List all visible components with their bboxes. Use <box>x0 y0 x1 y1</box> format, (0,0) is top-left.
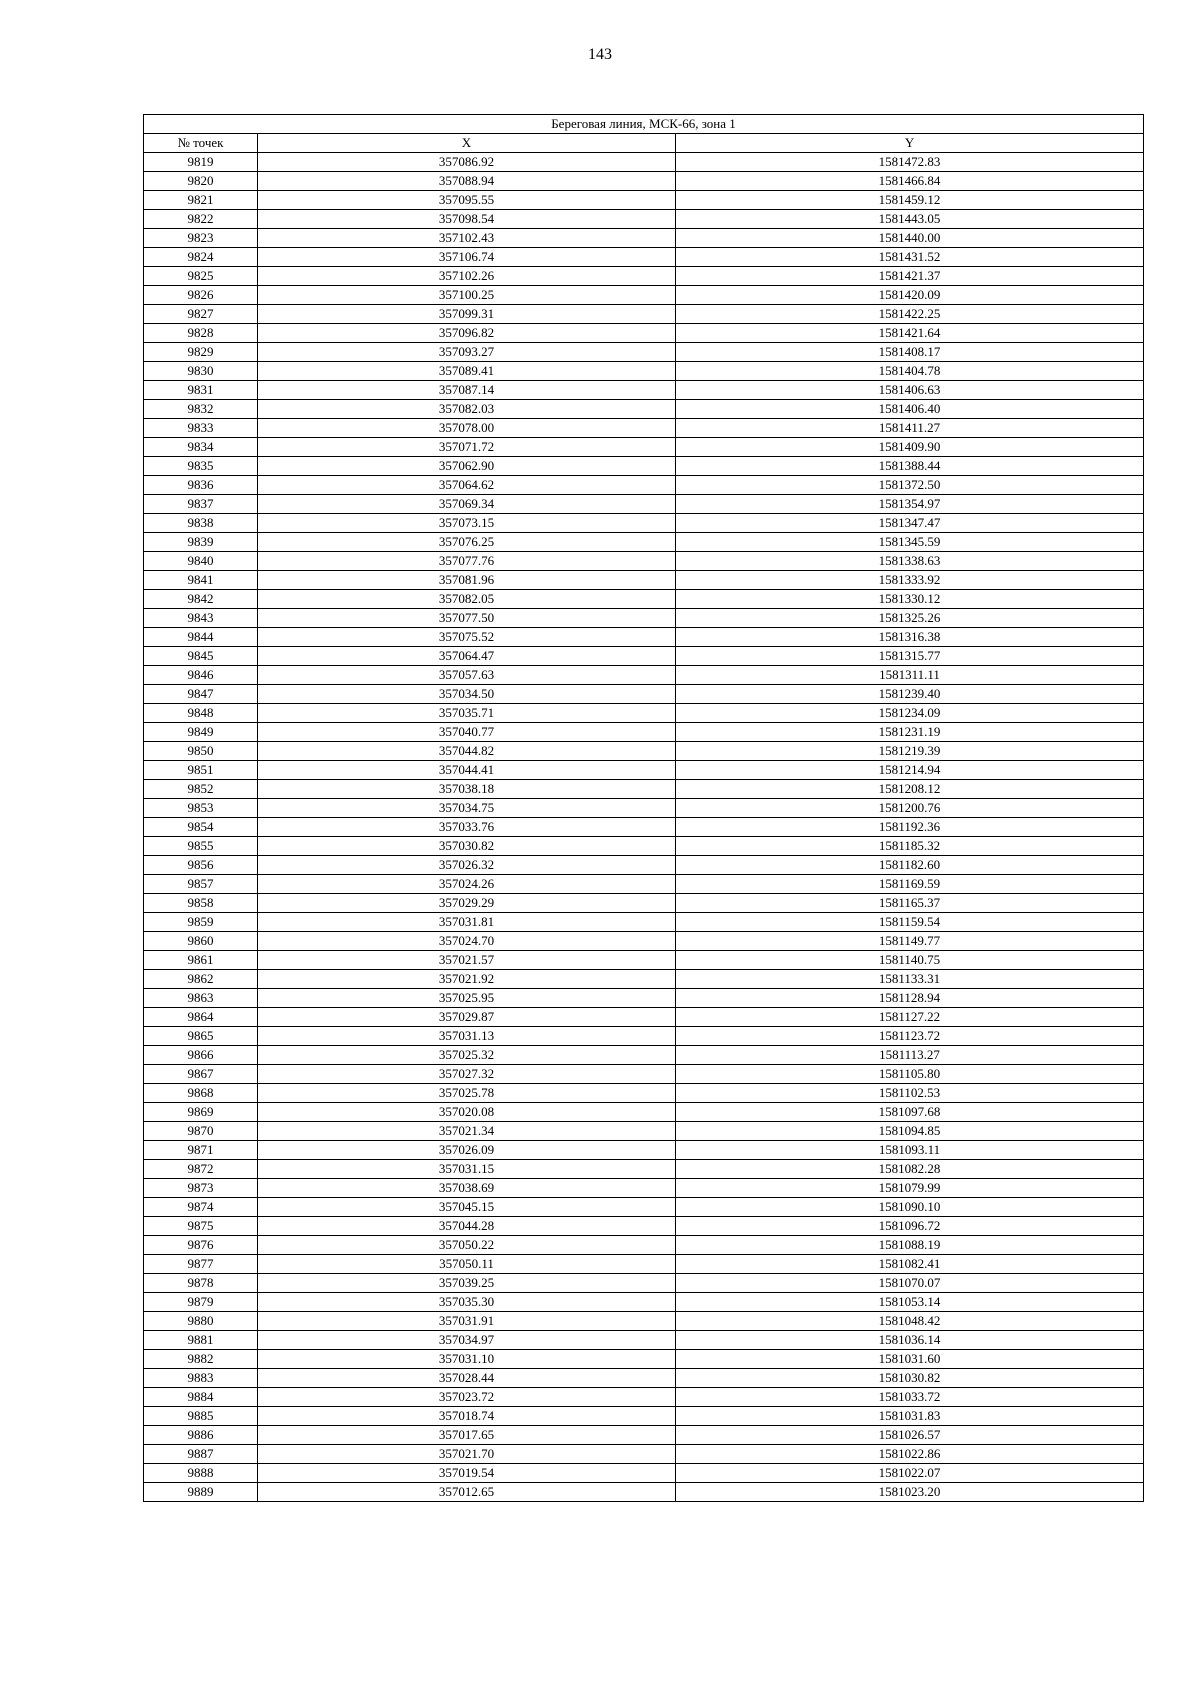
cell-x: 357050.11 <box>258 1255 676 1274</box>
table-row <box>144 913 1144 932</box>
cell-point-number: 9889 <box>144 1483 258 1502</box>
cell-x: 357019.54 <box>258 1464 676 1483</box>
cell-point-number: 9865 <box>144 1027 258 1046</box>
table-row <box>144 875 1144 894</box>
table-row <box>144 1046 1144 1065</box>
cell-point-number: 9864 <box>144 1008 258 1027</box>
cell-point-number: 9836 <box>144 476 258 495</box>
table-row <box>144 1445 1144 1464</box>
cell-x: 357057.63 <box>258 666 676 685</box>
cell-y: 1581315.77 <box>676 647 1144 666</box>
cell-point-number: 9825 <box>144 267 258 286</box>
cell-y: 1581214.94 <box>676 761 1144 780</box>
cell-y: 1581406.63 <box>676 381 1144 400</box>
cell-y: 1581169.59 <box>676 875 1144 894</box>
cell-y: 1581088.19 <box>676 1236 1144 1255</box>
cell-point-number: 9873 <box>144 1179 258 1198</box>
cell-y: 1581200.76 <box>676 799 1144 818</box>
cell-y: 1581472.83 <box>676 153 1144 172</box>
table-row <box>144 381 1144 400</box>
cell-y: 1581113.27 <box>676 1046 1144 1065</box>
cell-x: 357064.47 <box>258 647 676 666</box>
table-row <box>144 1255 1144 1274</box>
cell-x: 357038.18 <box>258 780 676 799</box>
table-row <box>144 799 1144 818</box>
cell-y: 1581159.54 <box>676 913 1144 932</box>
cell-x: 357087.14 <box>258 381 676 400</box>
table-row <box>144 647 1144 666</box>
cell-y: 1581409.90 <box>676 438 1144 457</box>
coordinates-table-body <box>144 115 1144 1502</box>
cell-y: 1581053.14 <box>676 1293 1144 1312</box>
table-row <box>144 894 1144 913</box>
cell-point-number: 9866 <box>144 1046 258 1065</box>
cell-point-number: 9885 <box>144 1407 258 1426</box>
table-header-row <box>144 134 1144 153</box>
table-row <box>144 438 1144 457</box>
cell-x: 357077.50 <box>258 609 676 628</box>
cell-point-number: 9828 <box>144 324 258 343</box>
cell-x: 357029.29 <box>258 894 676 913</box>
cell-y: 1581208.12 <box>676 780 1144 799</box>
cell-x: 357012.65 <box>258 1483 676 1502</box>
cell-point-number: 9835 <box>144 457 258 476</box>
cell-point-number: 9849 <box>144 723 258 742</box>
cell-y: 1581033.72 <box>676 1388 1144 1407</box>
cell-y: 1581466.84 <box>676 172 1144 191</box>
cell-x: 357026.09 <box>258 1141 676 1160</box>
table-row <box>144 666 1144 685</box>
cell-point-number: 9844 <box>144 628 258 647</box>
table-row <box>144 495 1144 514</box>
cell-point-number: 9845 <box>144 647 258 666</box>
cell-point-number: 9859 <box>144 913 258 932</box>
cell-point-number: 9831 <box>144 381 258 400</box>
cell-x: 357034.97 <box>258 1331 676 1350</box>
cell-y: 1581372.50 <box>676 476 1144 495</box>
table-row <box>144 210 1144 229</box>
table-row <box>144 153 1144 172</box>
cell-x: 357095.55 <box>258 191 676 210</box>
table-row <box>144 590 1144 609</box>
cell-x: 357093.27 <box>258 343 676 362</box>
cell-point-number: 9855 <box>144 837 258 856</box>
cell-y: 1581090.10 <box>676 1198 1144 1217</box>
cell-point-number: 9852 <box>144 780 258 799</box>
cell-point-number: 9860 <box>144 932 258 951</box>
cell-x: 357069.34 <box>258 495 676 514</box>
cell-y: 1581347.47 <box>676 514 1144 533</box>
table-row <box>144 1179 1144 1198</box>
cell-x: 357081.96 <box>258 571 676 590</box>
cell-y: 1581404.78 <box>676 362 1144 381</box>
cell-y: 1581133.31 <box>676 970 1144 989</box>
table-row <box>144 191 1144 210</box>
cell-x: 357064.62 <box>258 476 676 495</box>
cell-x: 357098.54 <box>258 210 676 229</box>
table-row <box>144 552 1144 571</box>
table-row <box>144 1293 1144 1312</box>
cell-point-number: 9847 <box>144 685 258 704</box>
cell-point-number: 9856 <box>144 856 258 875</box>
cell-x: 357050.22 <box>258 1236 676 1255</box>
cell-point-number: 9830 <box>144 362 258 381</box>
table-row <box>144 267 1144 286</box>
cell-x: 357039.25 <box>258 1274 676 1293</box>
table-row <box>144 761 1144 780</box>
cell-x: 357040.77 <box>258 723 676 742</box>
cell-x: 357034.75 <box>258 799 676 818</box>
cell-y: 1581231.19 <box>676 723 1144 742</box>
table-row <box>144 1274 1144 1293</box>
cell-y: 1581140.75 <box>676 951 1144 970</box>
cell-point-number: 9839 <box>144 533 258 552</box>
table-row <box>144 704 1144 723</box>
table-row <box>144 1483 1144 1502</box>
cell-y: 1581192.36 <box>676 818 1144 837</box>
cell-y: 1581443.05 <box>676 210 1144 229</box>
cell-x: 357078.00 <box>258 419 676 438</box>
cell-point-number: 9824 <box>144 248 258 267</box>
cell-y: 1581093.11 <box>676 1141 1144 1160</box>
cell-y: 1581048.42 <box>676 1312 1144 1331</box>
cell-x: 357028.44 <box>258 1369 676 1388</box>
cell-y: 1581388.44 <box>676 457 1144 476</box>
cell-point-number: 9832 <box>144 400 258 419</box>
table-row <box>144 1312 1144 1331</box>
cell-point-number: 9871 <box>144 1141 258 1160</box>
page-number: 143 <box>588 46 612 63</box>
cell-x: 357106.74 <box>258 248 676 267</box>
table-row <box>144 419 1144 438</box>
cell-y: 1581079.99 <box>676 1179 1144 1198</box>
cell-y: 1581128.94 <box>676 989 1144 1008</box>
cell-point-number: 9829 <box>144 343 258 362</box>
cell-x: 357025.95 <box>258 989 676 1008</box>
cell-point-number: 9841 <box>144 571 258 590</box>
cell-y: 1581026.57 <box>676 1426 1144 1445</box>
cell-point-number: 9838 <box>144 514 258 533</box>
cell-x: 357071.72 <box>258 438 676 457</box>
cell-y: 1581406.40 <box>676 400 1144 419</box>
cell-y: 1581408.17 <box>676 343 1144 362</box>
cell-point-number: 9874 <box>144 1198 258 1217</box>
cell-point-number: 9822 <box>144 210 258 229</box>
table-row <box>144 324 1144 343</box>
header-x: X <box>258 134 676 153</box>
cell-point-number: 9821 <box>144 191 258 210</box>
cell-x: 357025.78 <box>258 1084 676 1103</box>
table-row <box>144 457 1144 476</box>
cell-x: 357031.81 <box>258 913 676 932</box>
table-row <box>144 533 1144 552</box>
cell-x: 357025.32 <box>258 1046 676 1065</box>
cell-point-number: 9862 <box>144 970 258 989</box>
cell-point-number: 9887 <box>144 1445 258 1464</box>
header-y: Y <box>676 134 1144 153</box>
table-row <box>144 818 1144 837</box>
cell-point-number: 9881 <box>144 1331 258 1350</box>
cell-point-number: 9877 <box>144 1255 258 1274</box>
table-row <box>144 248 1144 267</box>
cell-y: 1581354.97 <box>676 495 1144 514</box>
cell-y: 1581022.86 <box>676 1445 1144 1464</box>
cell-x: 357062.90 <box>258 457 676 476</box>
cell-point-number: 9843 <box>144 609 258 628</box>
cell-x: 357075.52 <box>258 628 676 647</box>
cell-y: 1581316.38 <box>676 628 1144 647</box>
cell-x: 357020.08 <box>258 1103 676 1122</box>
cell-point-number: 9820 <box>144 172 258 191</box>
cell-point-number: 9851 <box>144 761 258 780</box>
cell-point-number: 9840 <box>144 552 258 571</box>
coordinates-table <box>143 114 1144 1502</box>
table-row <box>144 1160 1144 1179</box>
cell-y: 1581097.68 <box>676 1103 1144 1122</box>
cell-x: 357024.70 <box>258 932 676 951</box>
cell-y: 1581031.83 <box>676 1407 1144 1426</box>
cell-point-number: 9823 <box>144 229 258 248</box>
cell-x: 357029.87 <box>258 1008 676 1027</box>
cell-point-number: 9842 <box>144 590 258 609</box>
cell-y: 1581036.14 <box>676 1331 1144 1350</box>
cell-y: 1581330.12 <box>676 590 1144 609</box>
table-row <box>144 1350 1144 1369</box>
table-row <box>144 1141 1144 1160</box>
cell-point-number: 9837 <box>144 495 258 514</box>
table-row <box>144 305 1144 324</box>
cell-y: 1581022.07 <box>676 1464 1144 1483</box>
cell-y: 1581082.41 <box>676 1255 1144 1274</box>
cell-x: 357021.92 <box>258 970 676 989</box>
cell-point-number: 9853 <box>144 799 258 818</box>
cell-x: 357089.41 <box>258 362 676 381</box>
cell-x: 357031.13 <box>258 1027 676 1046</box>
cell-point-number: 9880 <box>144 1312 258 1331</box>
table-row <box>144 685 1144 704</box>
cell-point-number: 9827 <box>144 305 258 324</box>
cell-x: 357021.57 <box>258 951 676 970</box>
table-row <box>144 856 1144 875</box>
cell-y: 1581338.63 <box>676 552 1144 571</box>
table-row <box>144 172 1144 191</box>
cell-y: 1581345.59 <box>676 533 1144 552</box>
cell-x: 357045.15 <box>258 1198 676 1217</box>
table-row <box>144 571 1144 590</box>
cell-y: 1581440.00 <box>676 229 1144 248</box>
table-row <box>144 932 1144 951</box>
table-row <box>144 1103 1144 1122</box>
cell-y: 1581420.09 <box>676 286 1144 305</box>
table-row <box>144 1027 1144 1046</box>
cell-x: 357031.10 <box>258 1350 676 1369</box>
cell-y: 1581421.64 <box>676 324 1144 343</box>
table-row <box>144 1369 1144 1388</box>
cell-point-number: 9819 <box>144 153 258 172</box>
cell-y: 1581165.37 <box>676 894 1144 913</box>
cell-x: 357099.31 <box>258 305 676 324</box>
cell-point-number: 9857 <box>144 875 258 894</box>
cell-point-number: 9850 <box>144 742 258 761</box>
cell-point-number: 9863 <box>144 989 258 1008</box>
table-row <box>144 1331 1144 1350</box>
cell-x: 357027.32 <box>258 1065 676 1084</box>
cell-y: 1581070.07 <box>676 1274 1144 1293</box>
cell-point-number: 9867 <box>144 1065 258 1084</box>
cell-point-number: 9854 <box>144 818 258 837</box>
cell-point-number: 9878 <box>144 1274 258 1293</box>
table-row <box>144 1464 1144 1483</box>
table-row <box>144 1122 1144 1141</box>
cell-point-number: 9868 <box>144 1084 258 1103</box>
cell-x: 357021.34 <box>258 1122 676 1141</box>
cell-y: 1581030.82 <box>676 1369 1144 1388</box>
table-row <box>144 970 1144 989</box>
table-title-row <box>144 115 1144 134</box>
cell-x: 357102.26 <box>258 267 676 286</box>
cell-y: 1581149.77 <box>676 932 1144 951</box>
cell-point-number: 9826 <box>144 286 258 305</box>
cell-x: 357082.05 <box>258 590 676 609</box>
cell-y: 1581422.25 <box>676 305 1144 324</box>
cell-x: 357018.74 <box>258 1407 676 1426</box>
cell-point-number: 9869 <box>144 1103 258 1122</box>
table-row <box>144 723 1144 742</box>
cell-y: 1581096.72 <box>676 1217 1144 1236</box>
table-row <box>144 609 1144 628</box>
cell-point-number: 9886 <box>144 1426 258 1445</box>
table-row <box>144 1008 1144 1027</box>
cell-x: 357076.25 <box>258 533 676 552</box>
cell-point-number: 9888 <box>144 1464 258 1483</box>
cell-point-number: 9858 <box>144 894 258 913</box>
cell-x: 357035.30 <box>258 1293 676 1312</box>
cell-y: 1581182.60 <box>676 856 1144 875</box>
cell-x: 357021.70 <box>258 1445 676 1464</box>
cell-x: 357102.43 <box>258 229 676 248</box>
cell-x: 357044.41 <box>258 761 676 780</box>
table-row <box>144 837 1144 856</box>
cell-y: 1581031.60 <box>676 1350 1144 1369</box>
cell-x: 357031.15 <box>258 1160 676 1179</box>
cell-x: 357073.15 <box>258 514 676 533</box>
cell-y: 1581023.20 <box>676 1483 1144 1502</box>
cell-y: 1581127.22 <box>676 1008 1144 1027</box>
cell-y: 1581102.53 <box>676 1084 1144 1103</box>
table-row <box>144 400 1144 419</box>
table-row <box>144 1084 1144 1103</box>
table-row <box>144 514 1144 533</box>
cell-point-number: 9879 <box>144 1293 258 1312</box>
cell-x: 357044.82 <box>258 742 676 761</box>
cell-point-number: 9846 <box>144 666 258 685</box>
cell-point-number: 9833 <box>144 419 258 438</box>
cell-point-number: 9875 <box>144 1217 258 1236</box>
cell-x: 357044.28 <box>258 1217 676 1236</box>
cell-point-number: 9834 <box>144 438 258 457</box>
cell-point-number: 9872 <box>144 1160 258 1179</box>
table-row <box>144 1426 1144 1445</box>
cell-x: 357088.94 <box>258 172 676 191</box>
cell-point-number: 9876 <box>144 1236 258 1255</box>
cell-y: 1581325.26 <box>676 609 1144 628</box>
cell-y: 1581239.40 <box>676 685 1144 704</box>
cell-x: 357035.71 <box>258 704 676 723</box>
cell-y: 1581411.27 <box>676 419 1144 438</box>
cell-x: 357077.76 <box>258 552 676 571</box>
table-row <box>144 1236 1144 1255</box>
cell-x: 357096.82 <box>258 324 676 343</box>
table-row <box>144 286 1144 305</box>
cell-point-number: 9883 <box>144 1369 258 1388</box>
cell-y: 1581123.72 <box>676 1027 1144 1046</box>
cell-point-number: 9882 <box>144 1350 258 1369</box>
table-row <box>144 742 1144 761</box>
header-point-number: № точек <box>144 134 258 153</box>
table-row <box>144 628 1144 647</box>
table-row <box>144 780 1144 799</box>
cell-y: 1581105.80 <box>676 1065 1144 1084</box>
table-row <box>144 343 1144 362</box>
table-row <box>144 1065 1144 1084</box>
table-title: Береговая линия, МСК-66, зона 1 <box>144 115 1144 134</box>
table-row <box>144 1388 1144 1407</box>
cell-y: 1581185.32 <box>676 837 1144 856</box>
cell-x: 357023.72 <box>258 1388 676 1407</box>
table-row <box>144 1407 1144 1426</box>
cell-point-number: 9861 <box>144 951 258 970</box>
cell-y: 1581333.92 <box>676 571 1144 590</box>
table-row <box>144 1198 1144 1217</box>
table-row <box>144 476 1144 495</box>
table-row <box>144 1217 1144 1236</box>
table-row <box>144 362 1144 381</box>
cell-y: 1581094.85 <box>676 1122 1144 1141</box>
cell-x: 357033.76 <box>258 818 676 837</box>
cell-x: 357034.50 <box>258 685 676 704</box>
cell-point-number: 9884 <box>144 1388 258 1407</box>
table-row <box>144 951 1144 970</box>
table-row <box>144 229 1144 248</box>
cell-y: 1581311.11 <box>676 666 1144 685</box>
cell-x: 357031.91 <box>258 1312 676 1331</box>
cell-point-number: 9870 <box>144 1122 258 1141</box>
cell-y: 1581082.28 <box>676 1160 1144 1179</box>
cell-x: 357026.32 <box>258 856 676 875</box>
cell-x: 357038.69 <box>258 1179 676 1198</box>
cell-y: 1581421.37 <box>676 267 1144 286</box>
cell-y: 1581431.52 <box>676 248 1144 267</box>
cell-y: 1581234.09 <box>676 704 1144 723</box>
cell-x: 357024.26 <box>258 875 676 894</box>
cell-point-number: 9848 <box>144 704 258 723</box>
cell-x: 357082.03 <box>258 400 676 419</box>
cell-x: 357100.25 <box>258 286 676 305</box>
cell-x: 357017.65 <box>258 1426 676 1445</box>
table-row <box>144 989 1144 1008</box>
cell-y: 1581219.39 <box>676 742 1144 761</box>
cell-x: 357086.92 <box>258 153 676 172</box>
cell-y: 1581459.12 <box>676 191 1144 210</box>
cell-x: 357030.82 <box>258 837 676 856</box>
